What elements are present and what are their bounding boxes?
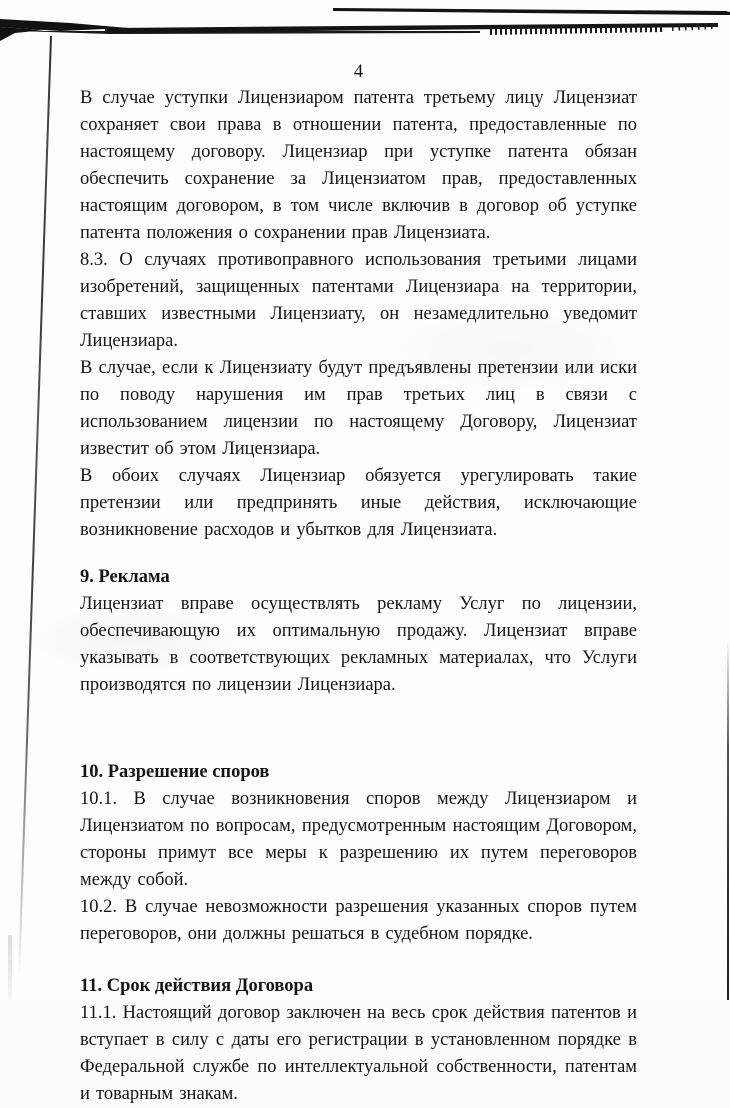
paragraph: В случае уступки Лицензиаром патента третьему лицу Лицензиат сохраняет свои права в отношении патента, предоставленные по настоящему договору. Лицензиар при уступке патента обязан обеспечить сохранение за Лицензиатом прав, предоставленных настоящим договором, в том числе включив в договор об уступке патента положения о сохранении прав Лицензиата. [80, 88, 637, 243]
page-number: 4 [353, 62, 364, 82]
section-patent-assignment [80, 85, 637, 544]
paragraph-clause-8-3: 8.3. О случаях противоправного использования третьими лицами изобретений, защищенных патентами Лицензиара на территории, ставших известными Лицензиату, он незамедлительно уведомит Лицензиара. [80, 250, 637, 351]
paragraph: В обоих случаях Лицензиар обязуется урегулировать такие претензии или предпринять иные действия, исключающие возникновение расходов и убытков для Лицензиата. [80, 466, 637, 540]
paragraph-clause-11-1: 11.1. Настоящий договор заключен на весь срок действия патентов и вступает в силу с даты его регистрации в установленном порядке в Федеральной службе по интеллектуальной собственности, патентам и товарным знакам. [80, 1003, 637, 1104]
section-heading-term: 11. Срок действия Договора [80, 976, 314, 996]
paragraph-clause-10-1: 10.1. В случае возникновения споров между Лицензиаром и Лицензиатом по вопросам, предусмотренным настоящим Договором, стороны примут все меры к разрешению их путем переговоров между собой. [80, 789, 637, 890]
section-heading-advertising: 9. Реклама [80, 567, 170, 587]
section-contract-term [80, 973, 637, 1108]
section-heading-disputes: 10. Разрешение споров [80, 762, 270, 782]
paragraph: В случае, если к Лицензиату будут предъявлены претензии или иски по поводу нарушения им прав третьих лиц в связи с использованием лицензии по настоящему Договору, Лицензиат известит об этом Лицензиара. [80, 358, 637, 459]
section-advertising [80, 564, 637, 699]
paragraph: Лицензиат вправе осуществлять рекламу Услуг по лицензии, обеспечивающую их оптимальную продажу. Лицензиат вправе указывать в соответствующих рекламных материалах, что Услуги производятся по лицензии Лицензиара. [80, 594, 637, 695]
section-dispute-resolution [80, 759, 637, 948]
document-body [80, 60, 637, 1108]
scan-artifact-smudge [8, 935, 12, 1000]
paragraph-clause-10-2: 10.2. В случае невозможности разрешения указанных споров путем переговоров, они должны решаться в судебном порядке. [80, 897, 637, 944]
scan-artifact-right-page-edge [727, 640, 729, 1000]
